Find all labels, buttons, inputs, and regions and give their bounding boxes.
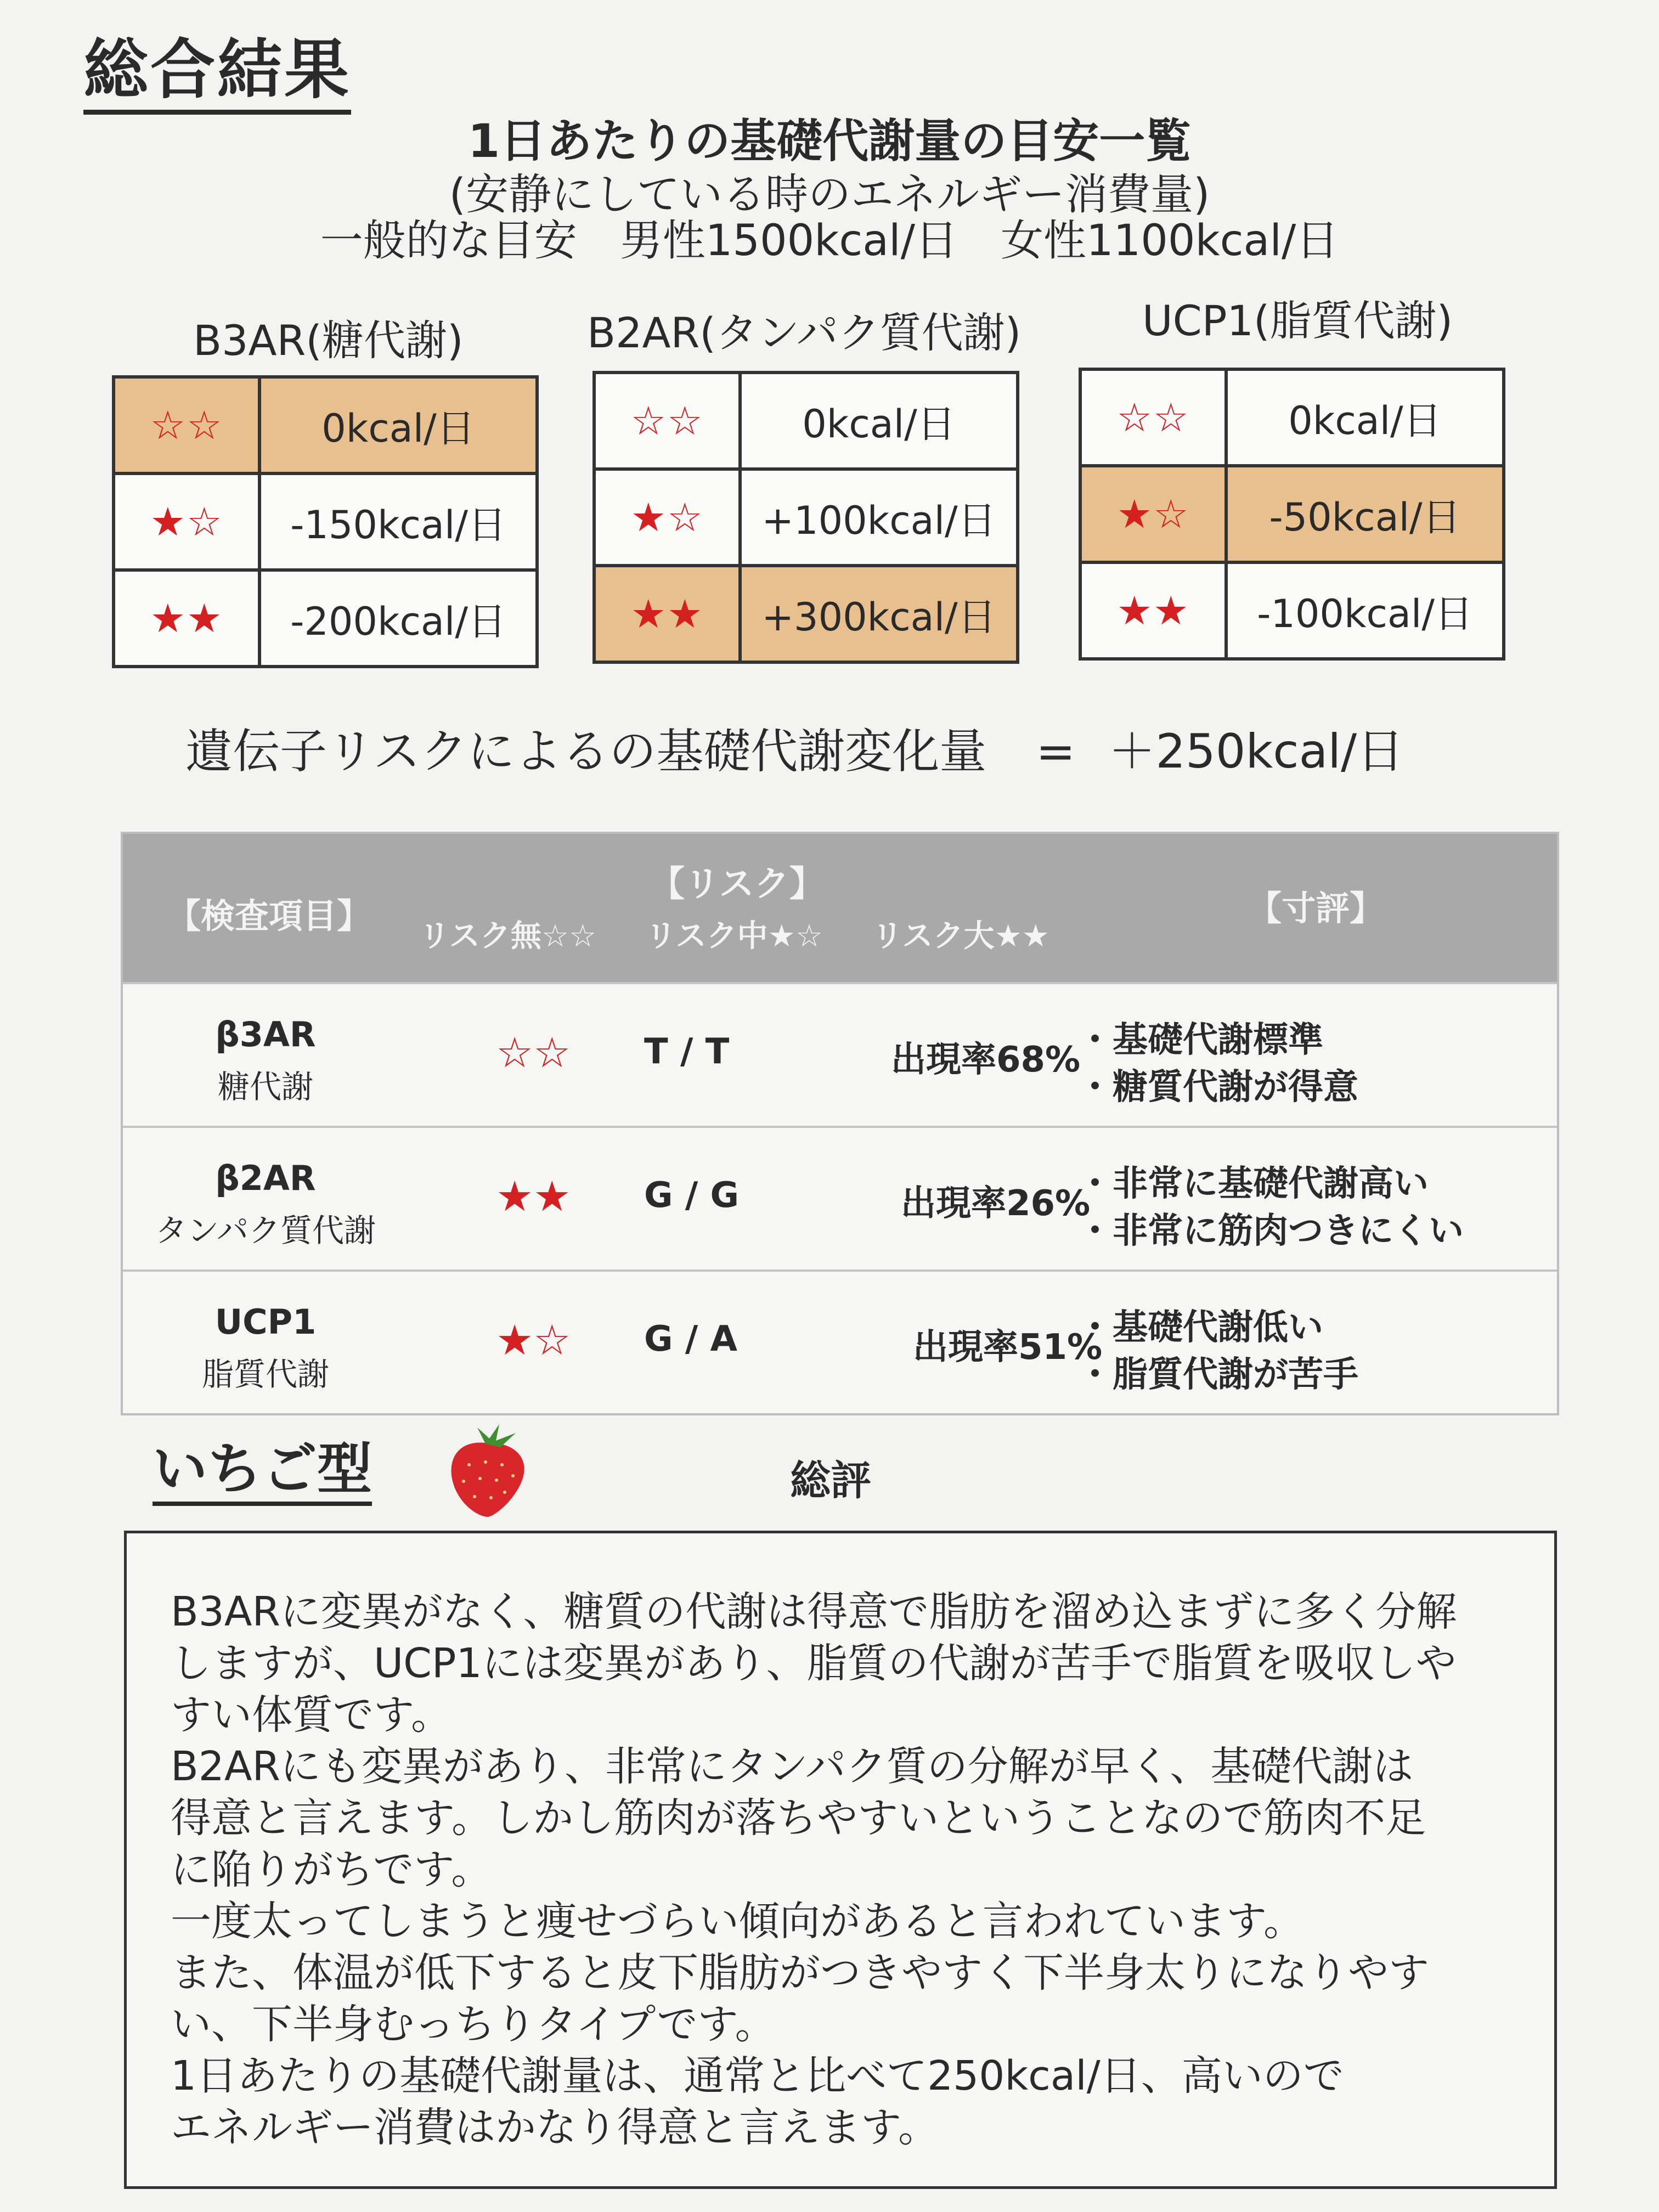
star-rating: ☆☆ — [594, 373, 740, 469]
b3ar-label: B3AR(糖代謝) — [193, 316, 464, 365]
table-row — [114, 377, 537, 473]
star-rating: ★★ — [1080, 562, 1226, 659]
summary-line: 得意と言えます。しかし筋肉が落ちやすいということなので筋肉不足 — [171, 1795, 1426, 1842]
risk-level-none: リスク無☆☆ — [419, 918, 597, 954]
star-rating: ☆☆ — [114, 377, 259, 473]
occurrence-rate: 出現率26% — [901, 1183, 1091, 1224]
star-rating: ★★ — [114, 570, 259, 667]
summary-line: しますが、UCP1には変異があり、脂質の代謝が苦手で脂質を吸収しや — [171, 1640, 1457, 1687]
table-row — [594, 469, 1018, 566]
kcal-value: 0kcal/日 — [740, 373, 1018, 469]
summary-line: い、下半身むっちりタイプです。 — [171, 2001, 776, 2048]
genotype: G / A — [644, 1319, 737, 1359]
type-title: いちご型 — [153, 1437, 372, 1506]
kcal-value: 0kcal/日 — [259, 377, 537, 473]
summary-label: 総評 — [790, 1457, 871, 1504]
gene-name: β3AR — [215, 1014, 316, 1054]
summary-line: B2ARにも変異があり、非常にタンパク質の分解が早く、基礎代謝は — [171, 1743, 1414, 1790]
summary-line: 一度太ってしまうと痩せづらい傾向があると言われています。 — [171, 1898, 1305, 1945]
strawberry-icon — [439, 1421, 532, 1520]
risk-table — [121, 832, 1559, 1415]
star-rating: ★★ — [496, 1172, 571, 1221]
header-item: 【検査項目】 — [167, 896, 371, 936]
evaluation-line: ・基礎代謝低い — [1077, 1307, 1323, 1348]
risk-table-header — [123, 834, 1557, 982]
table-row — [114, 570, 537, 667]
kcal-value: -200kcal/日 — [259, 570, 537, 667]
gene-name: UCP1 — [215, 1302, 317, 1342]
header-risk-levels — [419, 912, 1088, 956]
evaluation-line: ・非常に筋肉つきにくい — [1077, 1211, 1464, 1251]
genotype: G / G — [644, 1175, 739, 1216]
guide-subheading: (安静にしている時のエネルギー消費量) — [449, 170, 1210, 219]
table-row — [1080, 562, 1504, 659]
risk-level-medium: リスク中★☆ — [645, 918, 823, 954]
summary-line: 1日あたりの基礎代謝量は、通常と比べて250kcal/日、高いので — [171, 2052, 1344, 2100]
kcal-value: -50kcal/日 — [1226, 466, 1504, 562]
table-row — [1080, 466, 1504, 562]
metabolic-change-line — [185, 713, 1404, 781]
star-rating: ★☆ — [594, 469, 740, 566]
evaluation-line: ・基礎代謝標準 — [1077, 1020, 1323, 1060]
guide-standard: 一般的な目安 男性1500kcal/日 女性1100kcal/日 — [320, 216, 1339, 266]
kcal-value: +300kcal/日 — [740, 566, 1018, 662]
ucp1-label: UCP1(脂質代謝) — [1142, 296, 1453, 345]
summary-line: また、体温が低下すると皮下脂肪がつきやすく下半身太りになりやす — [171, 1949, 1429, 1996]
metabolic-change-label: 遺伝子リスクによるの基礎代謝変化量 — [185, 724, 987, 779]
table-row — [123, 982, 1557, 1126]
star-rating: ☆☆ — [496, 1028, 571, 1077]
evaluation-line: ・非常に基礎代謝高い — [1077, 1164, 1429, 1204]
page-title: 総合結果 — [83, 33, 351, 115]
kcal-value: +100kcal/日 — [740, 469, 1018, 566]
header-evaluation: 【寸評】 — [1248, 888, 1384, 928]
gene-name: β2AR — [215, 1158, 316, 1198]
table-row — [114, 473, 537, 570]
summary-line: すい体質です。 — [171, 1691, 452, 1739]
star-rating: ★☆ — [496, 1316, 571, 1364]
table-row — [123, 1126, 1557, 1269]
summary-line: に陥りがちです。 — [171, 1846, 492, 1893]
occurrence-rate: 出現率68% — [891, 1040, 1081, 1080]
kcal-value: -150kcal/日 — [259, 473, 537, 570]
b2ar-table — [592, 371, 1019, 664]
risk-level-high: リスク大★★ — [872, 918, 1049, 954]
b2ar-label: B2AR(タンパク質代謝) — [587, 308, 1022, 357]
summary-box — [124, 1531, 1557, 2189]
metabolic-change-value: ＋250kcal/日 — [1108, 724, 1404, 779]
gene-trait: タンパク質代謝 — [155, 1212, 376, 1249]
b3ar-table — [112, 375, 539, 668]
guide-heading: 1日あたりの基礎代謝量の目安一覧 — [467, 114, 1192, 168]
kcal-value: -100kcal/日 — [1226, 562, 1504, 659]
star-rating: ★☆ — [114, 473, 259, 570]
kcal-value: 0kcal/日 — [1226, 369, 1504, 466]
summary-line: B3ARに変異がなく、糖質の代謝は得意で脂肪を溜め込まずに多く分解 — [171, 1588, 1457, 1635]
table-row — [594, 566, 1018, 662]
header-risk: 【リスク】 — [650, 864, 825, 905]
table-row — [123, 1269, 1557, 1413]
evaluation-line: ・脂質代謝が苦手 — [1077, 1355, 1358, 1395]
star-rating: ★★ — [594, 566, 740, 662]
table-row — [594, 373, 1018, 469]
summary-line: エネルギー消費はかなり得意と言えます。 — [171, 2104, 939, 2151]
occurrence-rate: 出現率51% — [913, 1327, 1103, 1368]
star-rating: ☆☆ — [1080, 369, 1226, 466]
ucp1-table — [1079, 368, 1505, 661]
table-row — [1080, 369, 1504, 466]
evaluation-line: ・糖質代謝が得意 — [1077, 1067, 1358, 1108]
star-rating: ★☆ — [1080, 466, 1226, 562]
gene-trait: 脂質代謝 — [201, 1356, 329, 1393]
genotype: T / T — [644, 1031, 730, 1072]
gene-trait: 糖代謝 — [217, 1068, 313, 1105]
equals-sign: = — [1036, 724, 1076, 779]
